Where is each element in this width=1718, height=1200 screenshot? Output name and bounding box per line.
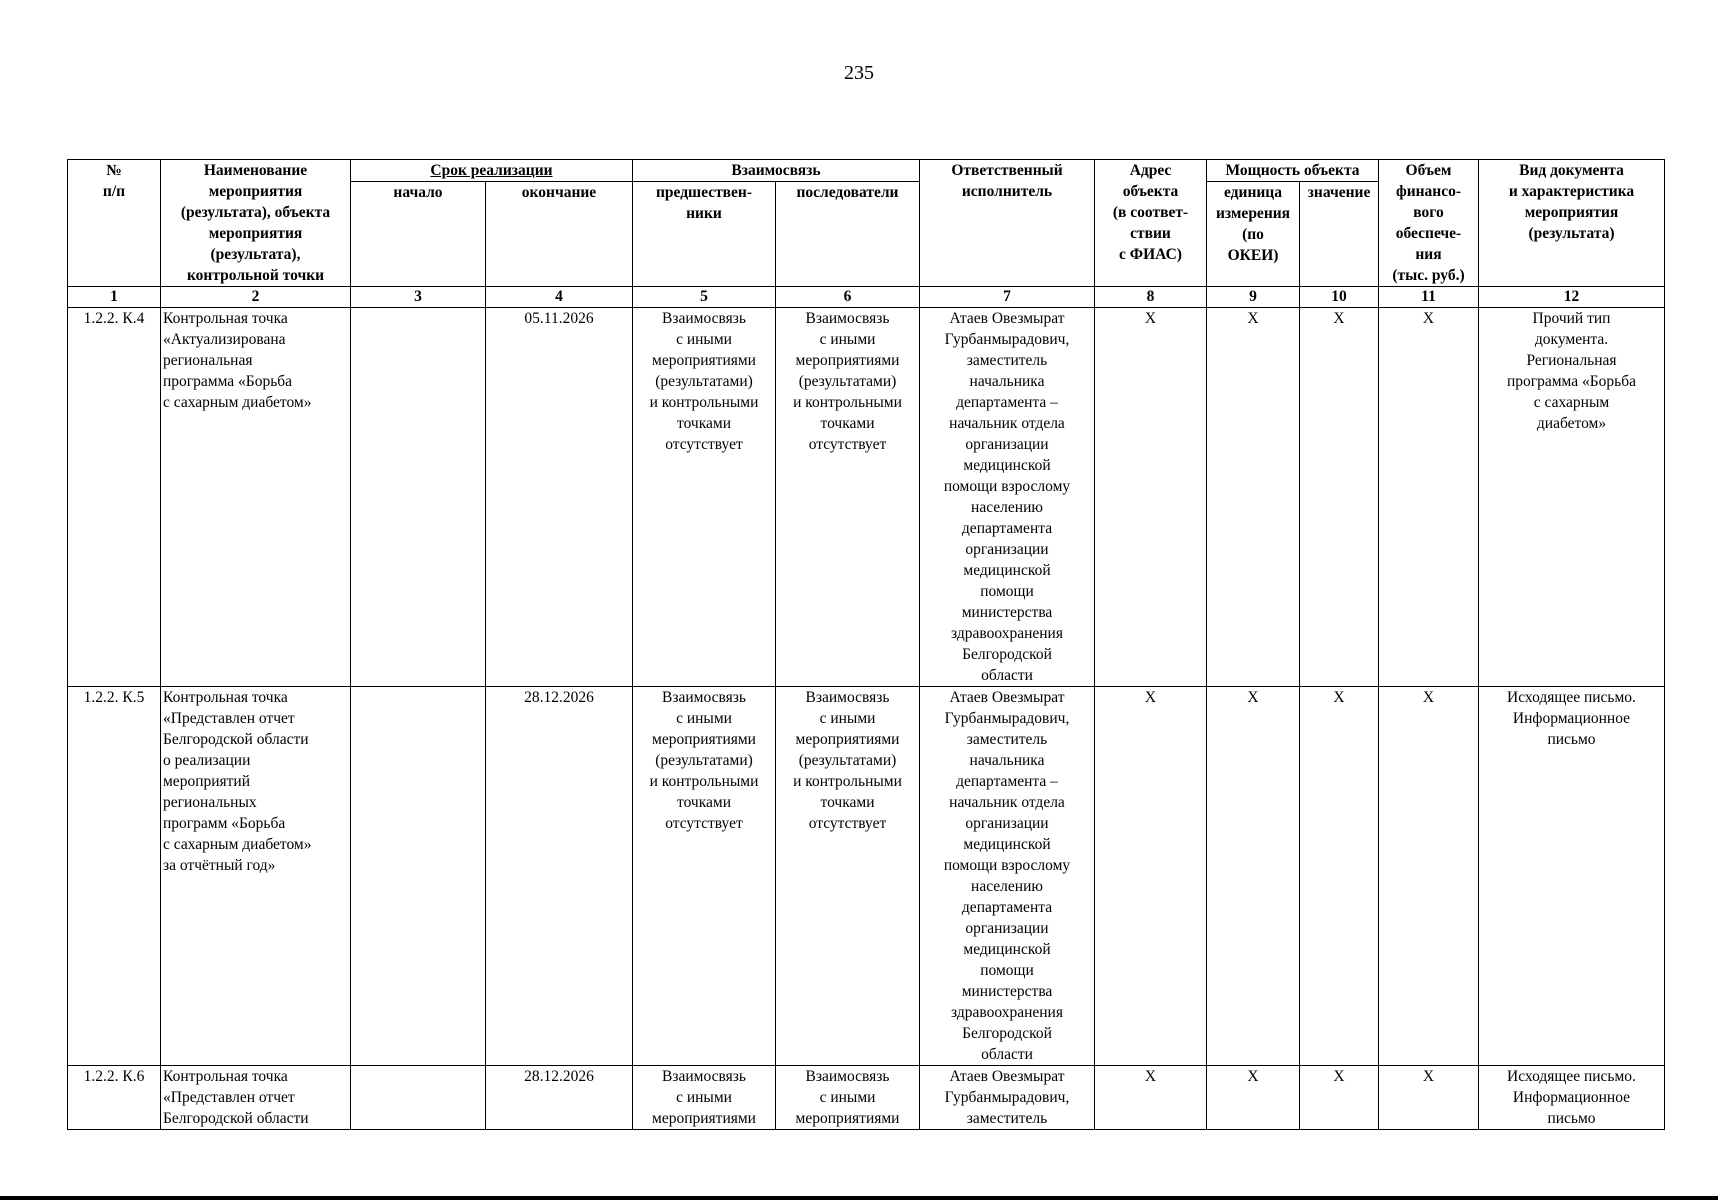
header-power-group: Мощность объекта (1207, 160, 1379, 182)
header-document: Вид документа и характеристика мероприятия (результата) (1479, 160, 1665, 287)
row-value: X (1300, 308, 1379, 687)
header-number: № п/п (68, 160, 161, 287)
table-row (68, 687, 1665, 1066)
column-number: 9 (1207, 287, 1300, 308)
column-number: 6 (776, 287, 920, 308)
row-financing: X (1379, 687, 1479, 1066)
activities-table (67, 159, 1665, 1130)
column-number: 8 (1095, 287, 1207, 308)
row-unit: X (1207, 687, 1300, 1066)
header-successors: последователи (776, 182, 920, 287)
row-document: Исходящее письмо. Информационное письмо (1479, 1066, 1665, 1130)
row-value: X (1300, 1066, 1379, 1130)
row-successors: Взаимосвязь с иными мероприятиями (результатами) и контрольными точками отсутствует (776, 308, 920, 687)
column-number: 7 (920, 287, 1095, 308)
row-name: Контрольная точка «Актуализирована региональная программа «Борьба с сахарным диабетом» (161, 308, 351, 687)
row-document: Исходящее письмо. Информационное письмо (1479, 687, 1665, 1066)
row-successors: Взаимосвязь с иными мероприятиями (776, 1066, 920, 1130)
row-responsible: Атаев Овезмырат Гурбанмырадович, заместитель начальника департамента – начальник отдела организации медицинской помощи взрослому населению департамента организации медицинской помощи министерства здравоохранения Белгородской области (920, 308, 1095, 687)
scan-bottom-edge (0, 1196, 1718, 1200)
column-number: 11 (1379, 287, 1479, 308)
header-responsible: Ответственный исполнитель (920, 160, 1095, 287)
row-address: X (1095, 308, 1207, 687)
header-unit: единица измерения (по ОКЕИ) (1207, 182, 1300, 287)
column-number: 12 (1479, 287, 1665, 308)
column-number: 4 (486, 287, 633, 308)
activities-table-wrapper (67, 159, 1664, 1130)
row-address: X (1095, 687, 1207, 1066)
column-number: 2 (161, 287, 351, 308)
row-financing: X (1379, 308, 1479, 687)
row-number: 1.2.2. К.6 (68, 1066, 161, 1130)
row-predecessors: Взаимосвязь с иными мероприятиями (633, 1066, 776, 1130)
row-start (351, 1066, 486, 1130)
header-address: Адрес объекта (в соответ- ствии с ФИАС) (1095, 160, 1207, 287)
row-number: 1.2.2. К.5 (68, 687, 161, 1066)
row-start (351, 308, 486, 687)
header-end: окончание (486, 182, 633, 287)
table-row (68, 308, 1665, 687)
row-end: 05.11.2026 (486, 308, 633, 687)
header-financing: Объем финансо- вого обеспече- ния (тыс. руб.) (1379, 160, 1479, 287)
row-number: 1.2.2. К.4 (68, 308, 161, 687)
page-number: 235 (844, 62, 874, 84)
row-successors: Взаимосвязь с иными мероприятиями (результатами) и контрольными точками отсутствует (776, 687, 920, 1066)
row-responsible: Атаев Овезмырат Гурбанмырадович, заместитель (920, 1066, 1095, 1130)
row-address: X (1095, 1066, 1207, 1130)
row-end: 28.12.2026 (486, 687, 633, 1066)
row-value: X (1300, 687, 1379, 1066)
header-link-group: Взаимосвязь (633, 160, 920, 182)
column-number: 10 (1300, 287, 1379, 308)
row-predecessors: Взаимосвязь с иными мероприятиями (результатами) и контрольными точками отсутствует (633, 308, 776, 687)
header-predecessors: предшествен- ники (633, 182, 776, 287)
column-number: 5 (633, 287, 776, 308)
header-value: значение (1300, 182, 1379, 287)
row-responsible: Атаев Овезмырат Гурбанмырадович, заместитель начальника департамента – начальник отдела организации медицинской помощи взрослому населению департамента организации медицинской помощи министерства здравоохранения Белгородской области (920, 687, 1095, 1066)
column-number: 3 (351, 287, 486, 308)
row-financing: X (1379, 1066, 1479, 1130)
header-term-group: Срок реализации (351, 160, 633, 182)
row-name: Контрольная точка «Представлен отчет Белгородской области о реализации мероприятий региональных программ «Борьба с сахарным диабетом» за отчётный год» (161, 687, 351, 1066)
row-unit: X (1207, 308, 1300, 687)
column-number: 1 (68, 287, 161, 308)
row-unit: X (1207, 1066, 1300, 1130)
table-row (68, 1066, 1665, 1130)
header-name: Наименование мероприятия (результата), объекта мероприятия (результата), контрольной точки (161, 160, 351, 287)
row-name: Контрольная точка «Представлен отчет Белгородской области (161, 1066, 351, 1130)
column-numbers-row (68, 287, 1665, 308)
row-start (351, 687, 486, 1066)
header-start: начало (351, 182, 486, 287)
row-document: Прочий тип документа. Региональная программа «Борьба с сахарным диабетом» (1479, 308, 1665, 687)
row-end: 28.12.2026 (486, 1066, 633, 1130)
row-predecessors: Взаимосвязь с иными мероприятиями (результатами) и контрольными точками отсутствует (633, 687, 776, 1066)
